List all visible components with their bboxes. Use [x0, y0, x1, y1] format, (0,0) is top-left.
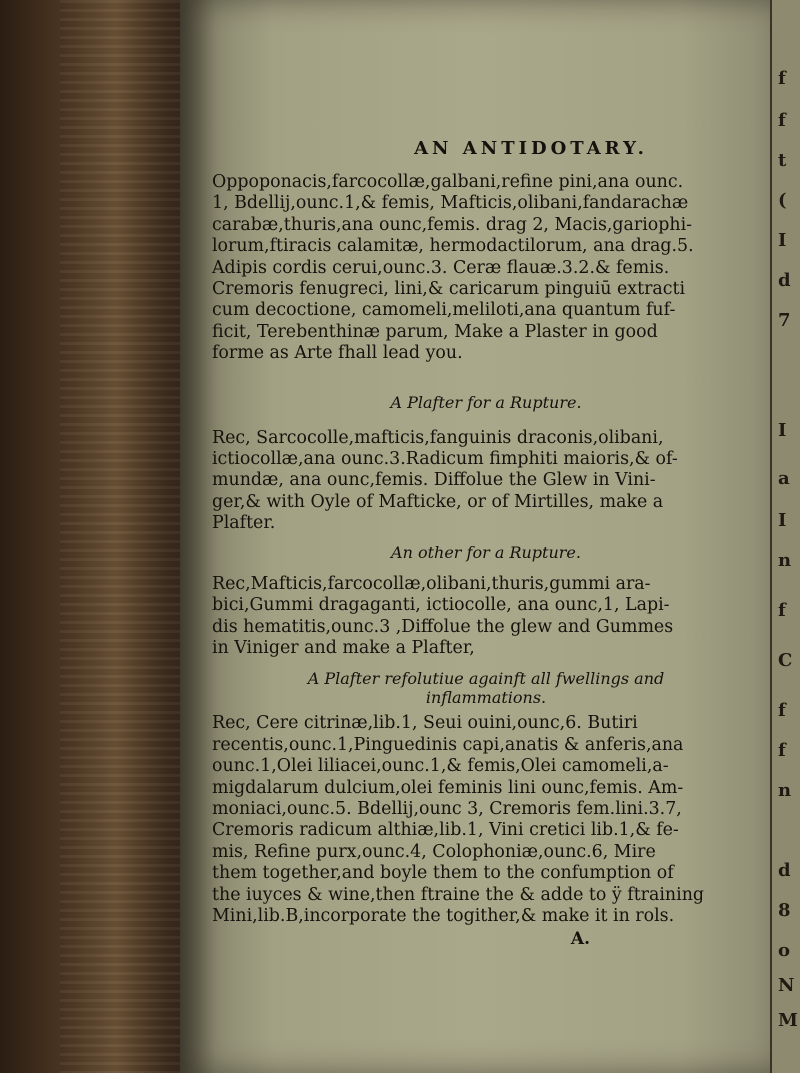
- text-line: the iuyces & wine,then ftraine the & adde to ÿ ftraining: [212, 884, 705, 905]
- paragraph-recipe-4: [212, 713, 760, 927]
- text-line: Oppoponacis,farcocollæ,galbani,refine pini,ana ounc.: [212, 172, 684, 192]
- edge-glyph: f: [778, 740, 786, 761]
- edge-glyph: o: [778, 940, 791, 961]
- text-line: ounc.1,Olei liliacei,ounc.1,& femis,Olei camomeli,a-: [212, 756, 669, 777]
- text-line: ictiocollæ,ana ounc.3.Radicum fimphiti maioris,& of-: [212, 449, 678, 470]
- text-line: Cremoris radicum althiæ,lib.1, Vini cretici lib.1,& fe-: [212, 820, 679, 841]
- text-line: dis hematitis,ounc.3 ,Diffolue the glew and Gummes: [212, 616, 674, 637]
- text-line: cum decoctione, camomeli,meliloti,ana quantum fuf-: [212, 300, 676, 321]
- catchword: A.: [570, 929, 590, 950]
- text-line: moniaci,ounc.5. Bdellij,ounc 3, Cremoris fem.lini.3.7,: [212, 798, 682, 819]
- paragraph-recipe-2: [212, 428, 760, 535]
- edge-glyph: f: [778, 600, 786, 621]
- text-line: Plafter.: [212, 513, 276, 534]
- heading-resolutive-plaster: [212, 669, 760, 707]
- text-line: ger,& with Oyle of Mafticke, or of Mirtilles, make a: [212, 491, 664, 512]
- text-line: Mini,lib.B,incorporate the togither,& make it in rols.: [212, 905, 675, 926]
- text-line: Cremoris fenugreci, lini,& caricarum pinguiū extracti: [212, 279, 686, 300]
- text-line: lorum,ftiracis calamitæ, hermodactilorum, ana drag.5.: [212, 236, 694, 257]
- edge-glyph: t: [778, 150, 787, 171]
- heading-plaster-rupture: A Plafter for a Rupture.: [390, 392, 582, 412]
- edge-glyph: n: [778, 550, 792, 571]
- text-line: Rec, Cere citrinæ,lib.1, Seui ouini,ounc,6. Butiri: [212, 713, 638, 734]
- edge-glyph: f: [778, 68, 786, 89]
- edge-glyph: (: [778, 190, 787, 211]
- edge-glyph: I: [778, 510, 787, 531]
- paragraph-recipe-3: [212, 574, 760, 660]
- text-line: migdalarum dulcium,olei feminis lini ounc,femis. Am-: [212, 777, 684, 798]
- text-line: in Viniger and make a Plafter,: [212, 637, 475, 658]
- text-line: bici,Gummi dragaganti, ictiocolle, ana ounc,1, Lapi-: [212, 595, 670, 616]
- text-line: mundæ, ana ounc,femis. Diffolue the Glew in Vini-: [212, 470, 656, 491]
- edge-glyph: I: [778, 420, 787, 441]
- text-line: forme as Arte fhall lead you.: [212, 343, 463, 364]
- edge-glyph: M: [778, 1010, 798, 1031]
- heading-resolutive-line-1: A Plafter refolutiue againft all fwellings and: [307, 669, 665, 689]
- paragraph-recipe-1: [212, 172, 760, 365]
- text-line: 1, Bdellij,ounc.1,& femis, Mafticis,olibani,fandarachæ: [212, 193, 689, 214]
- edge-glyph: d: [778, 270, 791, 291]
- text-line: Rec,Mafticis,farcocollæ,olibani,thuris,gummi ara-: [212, 573, 651, 594]
- edge-glyph: I: [778, 230, 787, 251]
- edge-glyph: n: [778, 780, 792, 801]
- edge-glyph: 8: [778, 900, 791, 921]
- text-line: mis, Refine purx,ounc.4, Colophoniæ,ounc.6, Mire: [212, 841, 656, 862]
- edge-glyph: N: [778, 975, 795, 996]
- edge-glyph: C: [778, 650, 793, 671]
- text-line: them together,and boyle them to the confumption of: [212, 863, 674, 884]
- text-line: ficit, Terebenthinæ parum, Make a Plaster in good: [212, 321, 658, 342]
- heading-another-rupture: An other for a Rupture.: [391, 542, 581, 562]
- text-line: recentis,ounc.1,Pinguedinis capi,anatis & anferis,ana: [212, 734, 684, 755]
- running-head: AN ANTIDOTARY.: [414, 138, 648, 159]
- edge-glyph: f: [778, 700, 786, 721]
- text-line: carabæ,thuris,ana ounc,femis. drag 2, Macis,gariophi-: [212, 214, 693, 235]
- page-text: [212, 138, 760, 949]
- edge-glyph: d: [778, 860, 791, 881]
- heading-resolutive-line-2: inflammations.: [425, 688, 547, 708]
- next-page-edge: [770, 0, 800, 1073]
- edge-glyph: 7: [778, 310, 791, 331]
- edge-glyph: a: [778, 468, 790, 489]
- text-line: Adipis cordis cerui,ounc.3. Ceræ flauæ.3.2.& femis.: [212, 257, 670, 278]
- book-spine: [0, 0, 210, 1073]
- edge-glyph: f: [778, 110, 786, 131]
- text-line: Rec, Sarcocolle,mafticis,fanguinis draconis,olibani,: [212, 427, 664, 448]
